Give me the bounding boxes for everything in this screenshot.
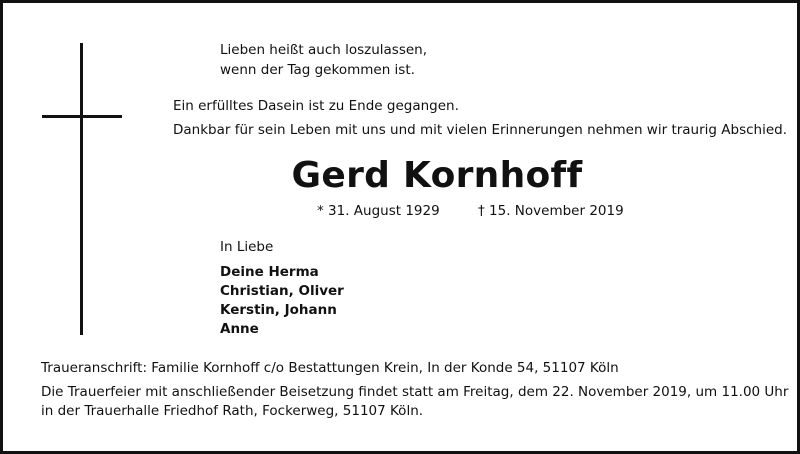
mourner-name: Anne — [220, 321, 259, 337]
birth-date: * 31. August 1929 — [317, 203, 440, 219]
mourners-intro: In Liebe — [220, 239, 274, 255]
ceremony-info-line-2: in der Trauerhalle Friedhof Rath, Fockerweg, 51107 Köln. — [41, 403, 424, 419]
cross-horizontal-bar — [42, 115, 122, 118]
poem-line-1: Lieben heißt auch loszulassen, — [220, 42, 428, 58]
deceased-name: Gerd Kornhoff — [291, 155, 583, 196]
intro-line-1: Ein erfülltes Dasein ist zu Ende gegangen. — [173, 98, 459, 114]
condolence-address: Traueranschrift: Familie Kornhoff c/o Bestattungen Krein, In der Konde 54, 51107 Köln — [41, 360, 619, 376]
poem-line-2: wenn der Tag gekommen ist. — [220, 62, 415, 78]
ceremony-info-line-1: Die Trauerfeier mit anschließender Beisetzung findet statt am Freitag, dem 22. November 2019, um 11.00 Uhr — [41, 384, 789, 400]
death-date: † 15. November 2019 — [478, 203, 624, 219]
mourner-name: Kerstin, Johann — [220, 302, 337, 318]
mourner-name: Deine Herma — [220, 264, 319, 280]
intro-line-2: Dankbar für sein Leben mit uns und mit vielen Erinnerungen nehmen wir traurig Abschied. — [173, 122, 788, 138]
mourner-name: Christian, Oliver — [220, 283, 344, 299]
